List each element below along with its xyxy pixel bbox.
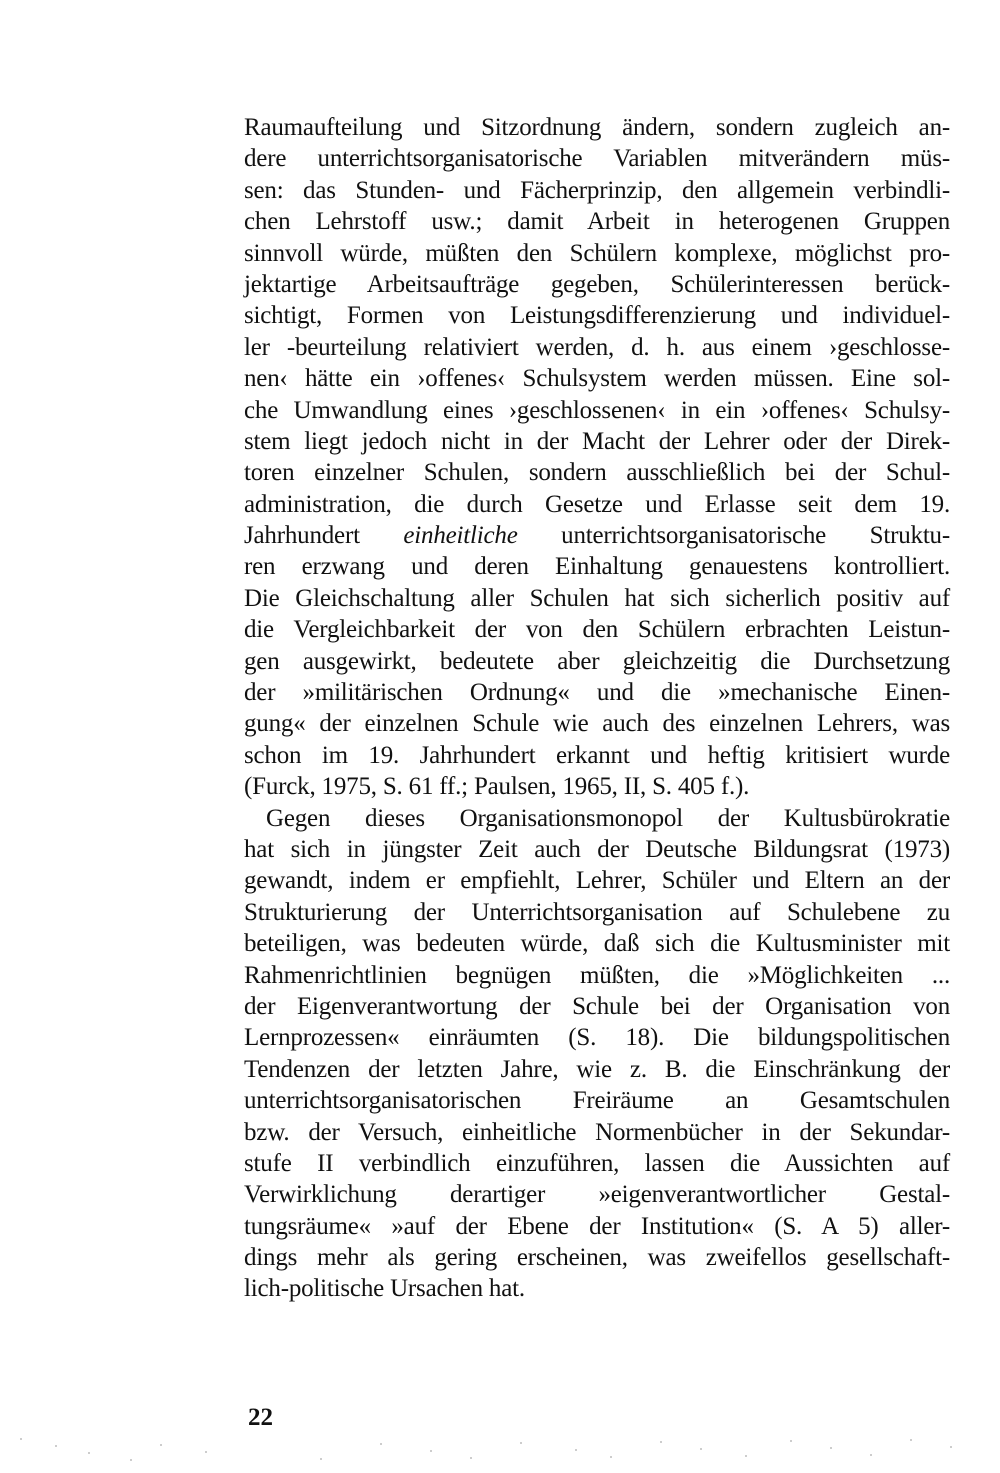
text-line: chen Lehrstoff usw.; damit Arbeit in heterogenen Gruppen [244,208,950,236]
scan-speck [610,1456,612,1458]
text-line: sichtigt, Formen von Leistungsdifferenzierung und individuel- [244,302,950,330]
text-line: jektartige Arbeitsaufträge gegeben, Schülerinteressen berück- [244,270,950,298]
text-line: hat sich in jüngster Zeit auch der Deutsche Bildungsrat (1973) [244,835,950,863]
text-line: ren erzwang und deren Einhaltung genauestens kontrolliert. [244,553,950,581]
text-line: administration, die durch Gesetze und Erlasse seit dem 19. [244,490,950,518]
scan-speck [910,1439,912,1441]
paragraph-2 [244,803,950,1305]
text-line: schon im 19. Jahrhundert erkannt und heftig kritisiert wurde [244,741,950,769]
scan-speck [160,1444,162,1446]
scan-speck [575,1449,577,1451]
text-line: dings mehr als gering erscheinen, was zweifellos gesellschaft- [244,1244,950,1272]
scan-speck [88,1452,90,1454]
scan-speck [470,1457,472,1459]
scan-speck [790,1440,792,1442]
scan-speck [950,1446,952,1448]
text-line: toren einzelner Schulen, sondern ausschließlich bei der Schul- [244,459,950,487]
text-line: Strukturierung der Unterrichtsorganisation auf Schulebene zu [244,898,950,926]
text-line: tungsräume« »auf der Ebene der Institution« (S. A 5) aller- [244,1212,950,1240]
text-line: nen‹ hätte ein ›offenes‹ Schulsystem werden müssen. Eine sol- [244,365,950,393]
page-number: 22 [248,1404,273,1431]
text-line: ler -beurteilung relativiert werden, d. h. aus einem ›geschlosse- [244,333,950,361]
text-line: che Umwandlung eines ›geschlossenen‹ in ein ›offenes‹ Schulsy- [244,396,950,424]
scan-speck [205,1451,207,1453]
text-line: lich-politische Ursachen hat. [244,1275,525,1303]
text-line: Tendenzen der letzten Jahre, wie z. B. die Einschränkung der [244,1055,950,1083]
text-line: unterrichtsorganisatorischen Freiräume an Gesamtschulen [244,1087,950,1115]
text-line: gung« der einzelnen Schule wie auch des einzelnen Lehrers, was [244,710,950,738]
scan-speck [520,1442,522,1444]
scan-noise [0,1438,1000,1468]
text-line: bzw. der Versuch, einheitliche Normenbücher in der Sekundar- [244,1118,950,1146]
scan-speck [55,1445,57,1447]
text-line: die Vergleichbarkeit der von den Schülern erbrachten Leistun- [244,616,950,644]
text-line: gewandt, indem er empfiehlt, Lehrer, Schüler und Eltern an der [244,867,950,895]
emphasis: einheitliche [403,522,518,550]
text-line: der Eigenverantwortung der Schule bei der Organisation von [244,992,950,1020]
text-line: sen: das Stunden- und Fächerprinzip, den allgemein verbindli- [244,176,950,204]
scan-speck [20,1438,22,1440]
text-line: Jahrhundert einheitliche unterrichtsorganisatorische Struktu- [244,522,950,550]
text-line: (Furck, 1975, S. 61 ff.; Paulsen, 1965, II, S. 405 f.). [244,773,750,801]
text-line: gen ausgewirkt, bedeutete aber gleichzeitig die Durchsetzung [244,647,950,675]
text-line: beteiligen, was bedeuten würde, daß sich die Kultusminister mit [244,930,950,958]
body-text [244,112,950,1305]
scan-speck [870,1454,872,1456]
text-line: Die Gleichschaltung aller Schulen hat sich sicherlich positiv auf [244,584,950,612]
text-line: Verwirklichung derartiger »eigenverantwortlicher Gestal- [244,1181,950,1209]
text-line: sinnvoll würde, müßten den Schülern komplexe, möglichst pro- [244,239,950,267]
paragraph-1 [244,112,950,803]
scan-speck [130,1459,132,1461]
scan-speck [700,1448,702,1450]
text-line: dere unterrichtsorganisatorische Variablen mitverändern müs- [244,145,950,173]
scan-speck [320,1458,322,1460]
scan-speck [660,1441,662,1443]
scan-speck [380,1443,382,1445]
scan-speck [830,1447,832,1449]
text-line: Lernprozessen« einräumten (S. 18). Die bildungspolitischen [244,1024,950,1052]
text-line: Gegen dieses Organisationsmonopol der Kultusbürokratie [266,804,950,832]
text-line: Raumaufteilung und Sitzordnung ändern, sondern zugleich an- [244,114,950,141]
text-line: stufe II verbindlich einzuführen, lassen die Aussichten auf [244,1149,950,1177]
scan-speck [745,1455,747,1457]
text-line: Rahmenrichtlinien begnügen müßten, die »Möglichkeiten ... [244,961,950,989]
text-line: stem liegt jedoch nicht in der Macht der Lehrer oder der Direk- [244,427,950,455]
scan-speck [430,1450,432,1452]
text-line: der »militärischen Ordnung« und die »mechanische Einen- [244,679,950,707]
